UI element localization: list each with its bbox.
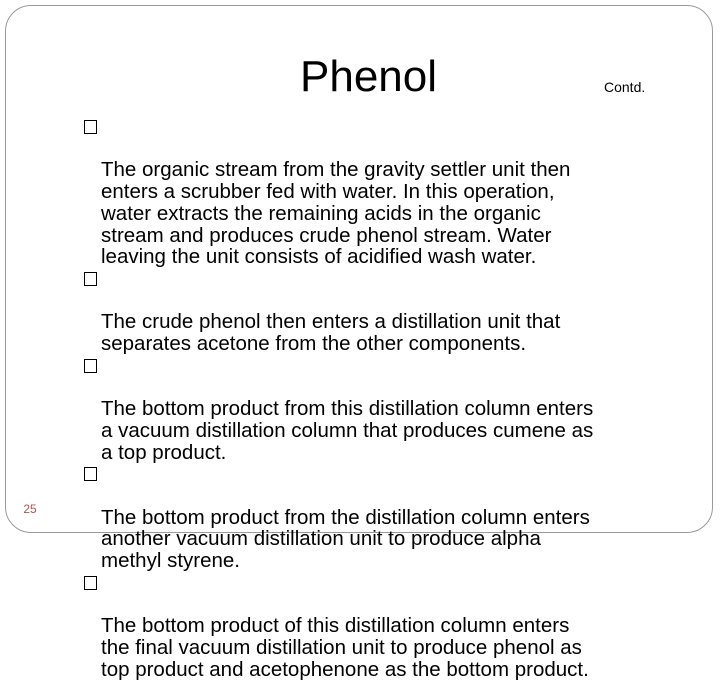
bullet-item	[84, 463, 694, 572]
bullet-text: The crude phenol then enters a distillation unit that separates acetone from the other components.	[101, 310, 561, 356]
bullet-list	[84, 116, 694, 680]
bullet-item	[84, 572, 694, 681]
checkbox-bullet-icon	[84, 576, 97, 590]
bullet-item	[84, 355, 694, 464]
bullet-item	[84, 116, 694, 268]
bullet-item	[84, 268, 694, 355]
checkbox-bullet-icon	[84, 467, 97, 481]
bullet-text: The bottom product from the distillation column enters another vacuum distillation unit to produce alpha methyl styrene.	[101, 505, 590, 573]
bullet-text: The organic stream from the gravity settler unit then enters a scrubber fed with water. In this operation, water extracts the remaining acids in the organic stream and produces crude phenol stream. Water leaving the unit consists of acidified wash water.	[101, 158, 571, 269]
bullet-text: The bottom product of this distillation column enters the final vacuum distillation unit to produce phenol as top product and acetophenone as the bottom product.	[101, 614, 589, 681]
continued-label: Contd.	[604, 79, 646, 95]
bullet-text: The bottom product from this distillation column enters a vacuum distillation column that produces cumene as a top product.	[101, 397, 594, 464]
slide-title: Phenol	[300, 52, 438, 101]
checkbox-bullet-icon	[84, 272, 97, 286]
checkbox-bullet-icon	[84, 359, 97, 373]
checkbox-bullet-icon	[84, 120, 97, 134]
slide-number: 25	[23, 502, 37, 516]
